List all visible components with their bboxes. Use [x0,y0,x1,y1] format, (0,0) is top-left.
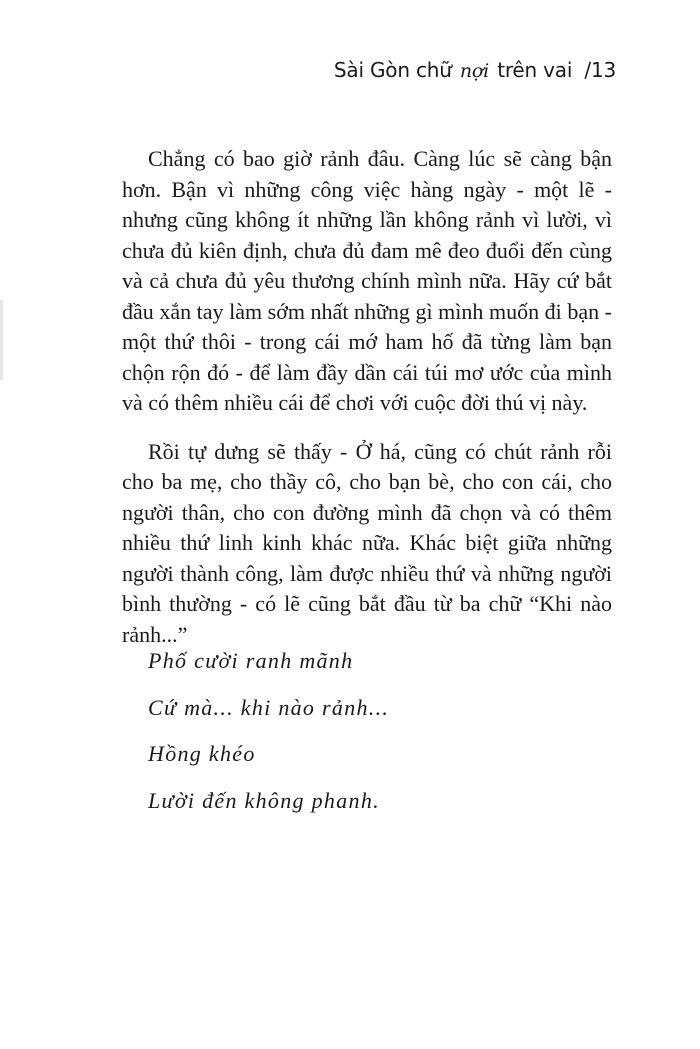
running-head-title-end: trên vai [497,58,573,82]
running-head-title-start: Sài Gòn chữ [333,58,452,82]
page-number: 13 [590,58,616,82]
poem [148,648,389,834]
running-head-separator: / [584,58,591,82]
page-edge-shadow [0,300,3,380]
paragraph-1: Chẳng có bao giờ rảnh đâu. Càng lúc sẽ càng bận hơn. Bận vì những công việc hàng ngày - một lẽ - nhưng cũng không ít những lần không rảnh vì lười, vì chưa đủ kiên định, chưa đủ đam mê đeo đuổi đến cùng và cả chưa đủ yêu thương chính mình nữa. Hãy cứ bắt đầu xắn tay làm sớm nhất những gì mình muốn đi bạn - một thứ thôi - trong cái mớ ham hố đã từng làm bạn chộn rộn đó - để làm đầy dần cái túi mơ ước của mình và có thêm nhiều cái để chơi với cuộc đời thú vị này. [122,146,612,415]
poem-line-1: Phố cười ranh mãnh [148,648,354,673]
paragraph-2: Rồi tự dưng sẽ thấy - Ở há, cũng có chút rảnh rỗi cho ba mẹ, cho thầy cô, cho bạn bè, cho con cái, cho người thân, cho con đường mình đã chọn và có thêm nhiều thứ linh kinh khác nữa. Khác biệt giữa những người thành công, làm được nhiều thứ và những người bình thường - có lẽ cũng bắt đầu từ ba chữ “Khi nào rảnh...” [122,438,612,647]
poem-line-3: Hồng khéo [148,741,256,766]
poem-line-2: Cứ mà... khi nào rảnh... [148,694,390,720]
running-head [334,58,616,82]
poem-line-4: Lười đến không phanh. [148,787,380,813]
running-head-script-word: nợi [459,60,490,82]
body-text [122,144,612,668]
